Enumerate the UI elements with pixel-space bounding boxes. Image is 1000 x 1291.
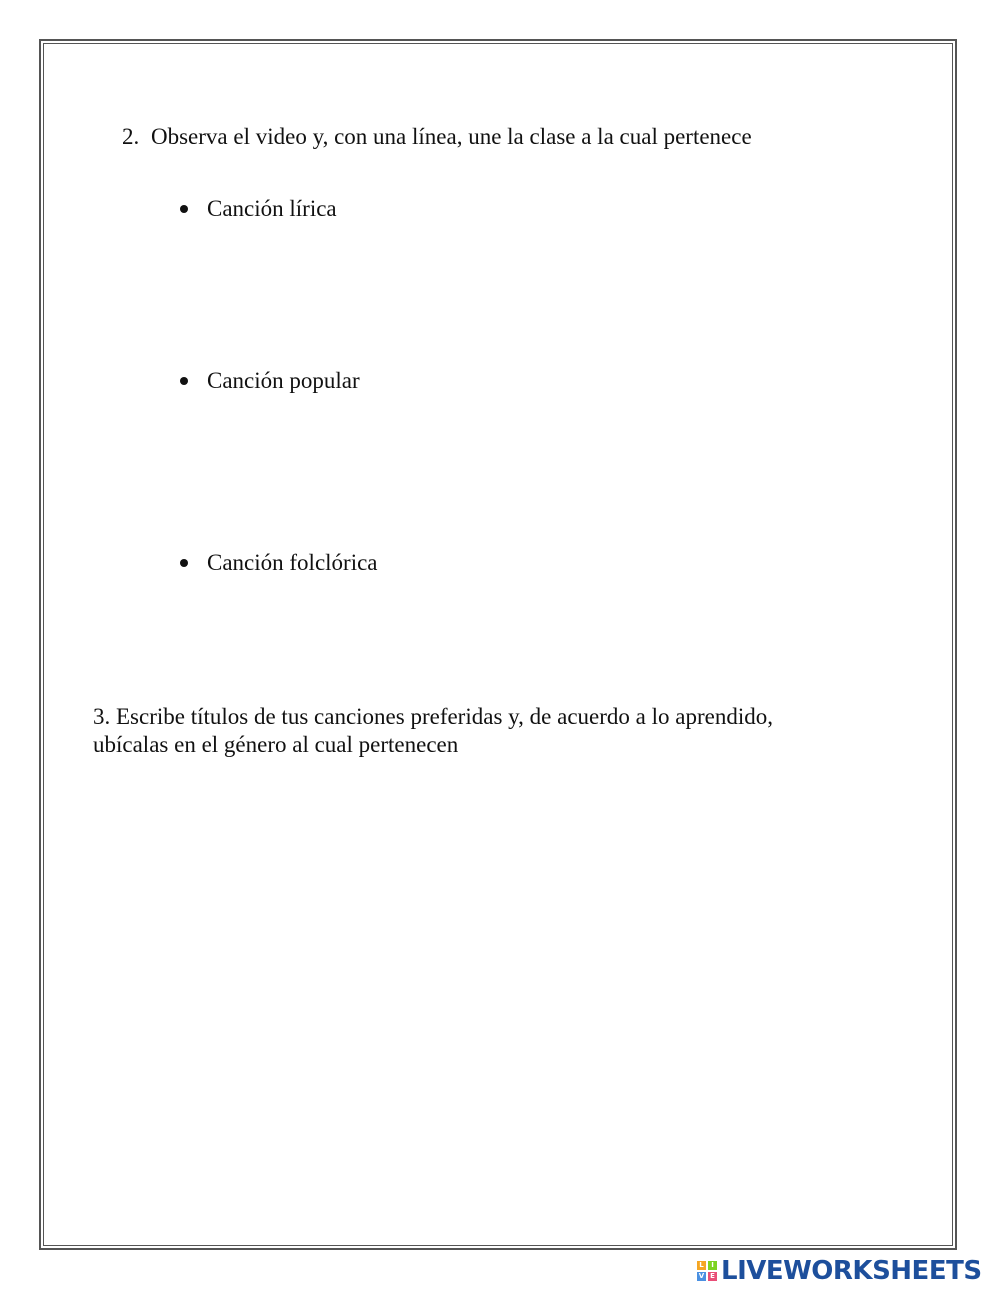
bullet-icon <box>180 205 188 213</box>
question-2 <box>122 122 752 152</box>
question-3-line-1: 3. Escribe títulos de tus canciones preferidas y, de acuerdo a lo aprendido, <box>93 704 773 729</box>
logo-text: LIVEWORKSHEETS <box>721 1256 982 1286</box>
option-cancion-lirica[interactable] <box>180 194 337 224</box>
bullet-icon <box>180 559 188 567</box>
question-2-text: Observa el video y, con una línea, une la clase a la cual pertenece <box>151 124 752 149</box>
option-label: Canción popular <box>207 368 360 393</box>
question-3 <box>93 703 913 759</box>
option-label: Canción lírica <box>207 196 337 221</box>
question-3-line-2: ubícalas en el género al cual pertenecen <box>93 732 459 757</box>
option-cancion-folclorica[interactable] <box>180 548 378 578</box>
option-label: Canción folclórica <box>207 550 378 575</box>
question-2-number: 2. <box>122 124 140 149</box>
liveworksheets-logo[interactable] <box>697 1257 982 1285</box>
option-cancion-popular[interactable] <box>180 366 360 396</box>
worksheet-page-border <box>39 39 957 1250</box>
liveworksheets-logo-icon: L I V E <box>697 1261 717 1281</box>
bullet-icon <box>180 377 188 385</box>
